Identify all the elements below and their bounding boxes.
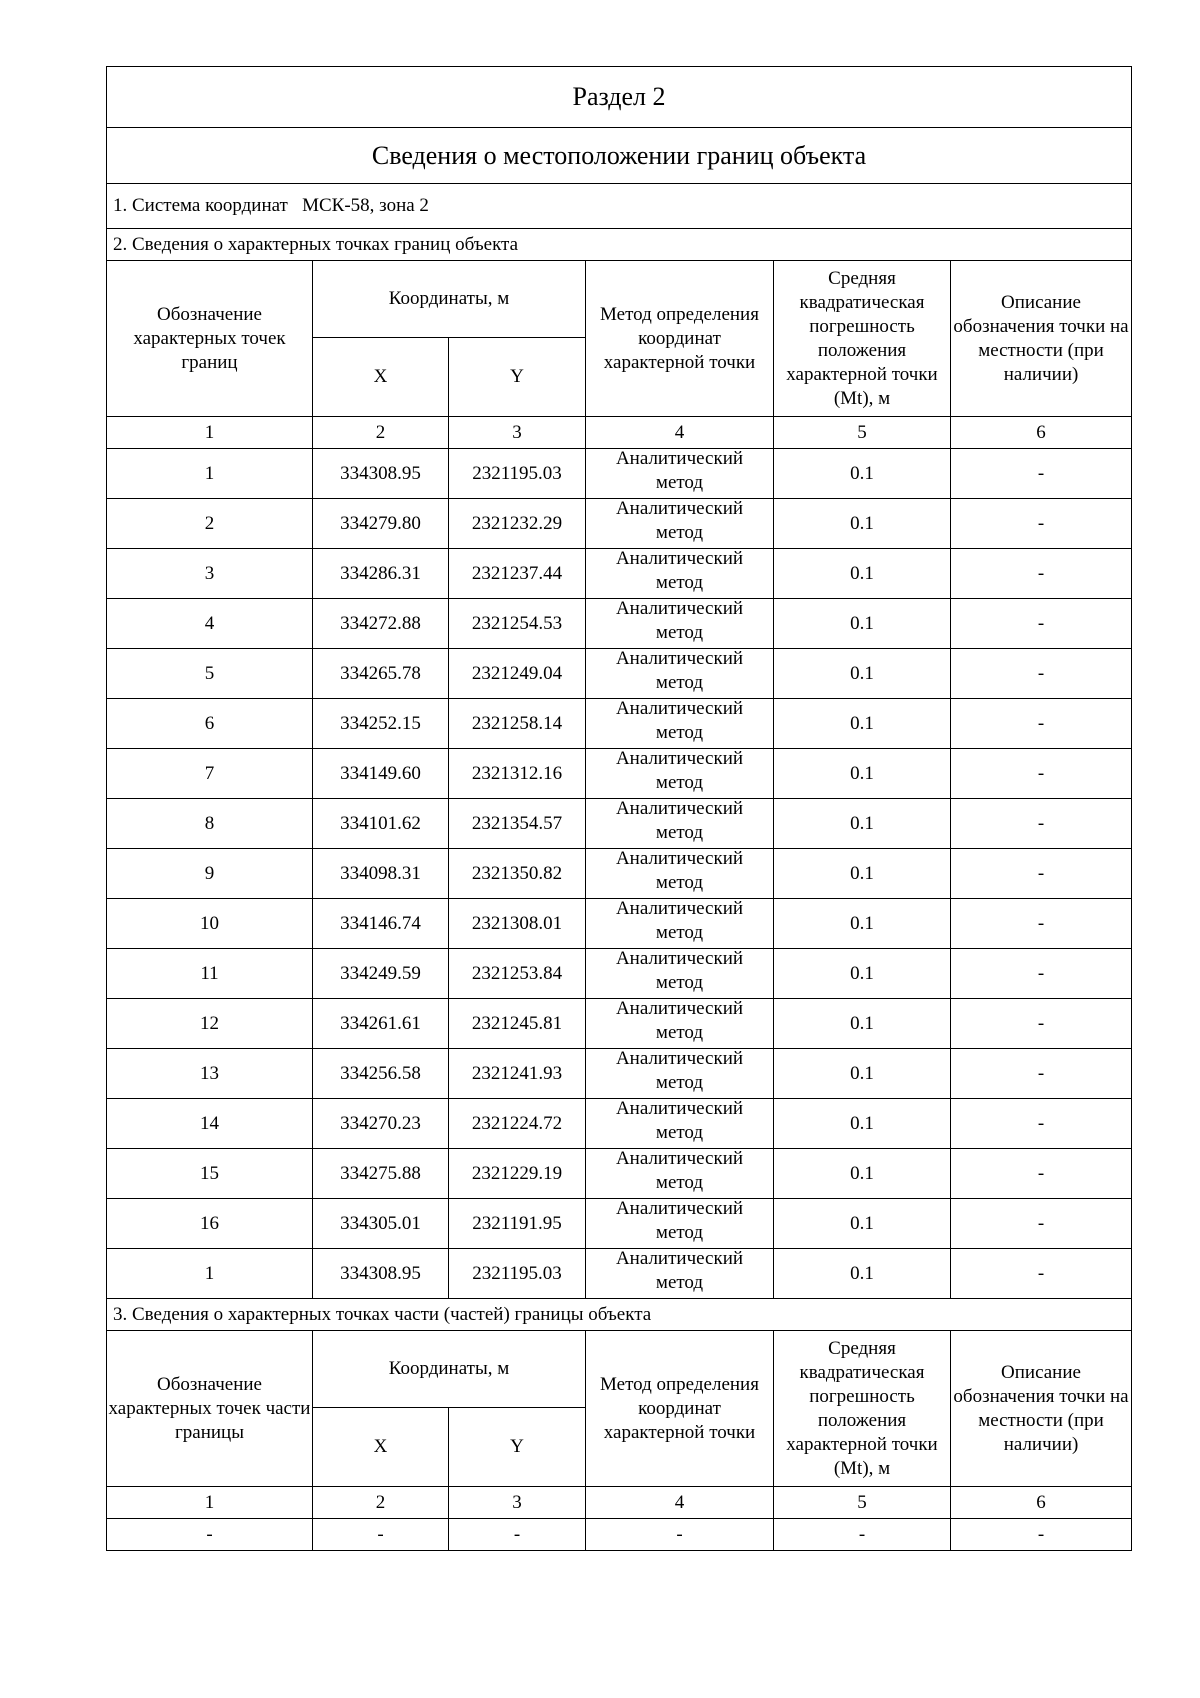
point-method-line1: Аналитический xyxy=(615,698,744,719)
point-error: 0.1 xyxy=(774,1149,951,1199)
point-method-line1: Аналитический xyxy=(615,1248,744,1269)
point-method xyxy=(586,799,774,849)
table-row xyxy=(107,1049,1132,1099)
col-num: 3 xyxy=(449,1487,586,1519)
point-x: 334305.01 xyxy=(313,1199,449,1249)
point-x: 334256.58 xyxy=(313,1049,449,1099)
coord-system-line xyxy=(107,184,1132,229)
point-method-line2: метод xyxy=(655,1171,704,1193)
point-method-line1: Аналитический xyxy=(615,498,744,519)
point-y: 2321241.93 xyxy=(449,1049,586,1099)
header2-description: Описание обозначения точки на местности (при наличии) xyxy=(951,1331,1132,1487)
header-method: Метод определения координат характерной точки xyxy=(586,261,774,417)
point-x: 334149.60 xyxy=(313,749,449,799)
point-method-line1: Аналитический xyxy=(615,648,744,669)
point-method-line2: метод xyxy=(655,721,704,743)
table-row xyxy=(107,999,1132,1049)
point-method xyxy=(586,999,774,1049)
parts-cell: - xyxy=(449,1519,586,1551)
col-num: 1 xyxy=(107,1487,313,1519)
point-y: 2321249.04 xyxy=(449,649,586,699)
point-number: 4 xyxy=(107,599,313,649)
point-error: 0.1 xyxy=(774,949,951,999)
point-error: 0.1 xyxy=(774,449,951,499)
point-description: - xyxy=(951,649,1132,699)
point-description: - xyxy=(951,1199,1132,1249)
point-method-line2: метод xyxy=(655,871,704,893)
point-method xyxy=(586,549,774,599)
header-designation: Обозначение характерных точек границ xyxy=(107,261,313,417)
point-description: - xyxy=(951,499,1132,549)
point-method xyxy=(586,949,774,999)
point-number: 16 xyxy=(107,1199,313,1249)
parts-cell: - xyxy=(774,1519,951,1551)
parts-row xyxy=(107,1519,1132,1551)
point-y: 2321224.72 xyxy=(449,1099,586,1149)
point-number: 8 xyxy=(107,799,313,849)
col-num: 5 xyxy=(774,417,951,449)
header-y: Y xyxy=(449,338,586,417)
point-method xyxy=(586,1149,774,1199)
table-row xyxy=(107,1249,1132,1299)
coord-system-label: 1. Система координат xyxy=(113,195,288,216)
col-num: 6 xyxy=(951,1487,1132,1519)
header2-error: Средняя квадратическая погрешность положения характерной точки (Mt), м xyxy=(774,1331,951,1487)
header-x: X xyxy=(313,338,449,417)
point-y: 2321308.01 xyxy=(449,899,586,949)
point-method-line2: метод xyxy=(655,1021,704,1043)
point-x: 334249.59 xyxy=(313,949,449,999)
column-numbers-row xyxy=(107,417,1132,449)
point-description: - xyxy=(951,699,1132,749)
point-method-line1: Аналитический xyxy=(615,1048,744,1069)
point-y: 2321232.29 xyxy=(449,499,586,549)
point-method-line2: метод xyxy=(655,471,704,493)
point-method-line2: метод xyxy=(655,971,704,993)
parts-cell: - xyxy=(107,1519,313,1551)
parts-cell: - xyxy=(313,1519,449,1551)
point-number: 2 xyxy=(107,499,313,549)
point-method-line2: метод xyxy=(655,571,704,593)
col-num: 4 xyxy=(586,1487,774,1519)
section-subtitle: Сведения о местоположении границ объекта xyxy=(107,128,1132,184)
column-numbers-row-2 xyxy=(107,1487,1132,1519)
point-method xyxy=(586,449,774,499)
parts-cell: - xyxy=(951,1519,1132,1551)
point-method xyxy=(586,1049,774,1099)
point-description: - xyxy=(951,1099,1132,1149)
header2-y: Y xyxy=(449,1408,586,1487)
point-error: 0.1 xyxy=(774,1199,951,1249)
header2-coords: Координаты, м xyxy=(313,1331,586,1408)
point-method-line1: Аналитический xyxy=(615,848,744,869)
point-description: - xyxy=(951,899,1132,949)
point-method-line2: метод xyxy=(655,1271,704,1293)
point-number: 5 xyxy=(107,649,313,699)
point-x: 334275.88 xyxy=(313,1149,449,1199)
point-error: 0.1 xyxy=(774,499,951,549)
point-number: 3 xyxy=(107,549,313,599)
point-method-line2: метод xyxy=(655,1071,704,1093)
point-y: 2321253.84 xyxy=(449,949,586,999)
point-x: 334101.62 xyxy=(313,799,449,849)
point-description: - xyxy=(951,1249,1132,1299)
header2-designation: Обозначение характерных точек части границы xyxy=(107,1331,313,1487)
point-method-line2: метод xyxy=(655,1121,704,1143)
point-method-line1: Аналитический xyxy=(615,598,744,619)
point-x: 334146.74 xyxy=(313,899,449,949)
header-error: Средняя квадратическая погрешность положения характерной точки (Mt), м xyxy=(774,261,951,417)
point-x: 334265.78 xyxy=(313,649,449,699)
point-description: - xyxy=(951,849,1132,899)
table-row xyxy=(107,549,1132,599)
point-description: - xyxy=(951,1049,1132,1099)
point-description: - xyxy=(951,749,1132,799)
point-y: 2321245.81 xyxy=(449,999,586,1049)
col-num: 3 xyxy=(449,417,586,449)
table-row xyxy=(107,649,1132,699)
point-number: 10 xyxy=(107,899,313,949)
point-number: 7 xyxy=(107,749,313,799)
point-y: 2321195.03 xyxy=(449,1249,586,1299)
point-error: 0.1 xyxy=(774,1099,951,1149)
point-number: 15 xyxy=(107,1149,313,1199)
point-description: - xyxy=(951,449,1132,499)
point-y: 2321254.53 xyxy=(449,599,586,649)
point-method-line2: метод xyxy=(655,521,704,543)
point-description: - xyxy=(951,799,1132,849)
point-description: - xyxy=(951,999,1132,1049)
point-method-line1: Аналитический xyxy=(615,948,744,969)
col-num: 1 xyxy=(107,417,313,449)
point-number: 1 xyxy=(107,1249,313,1299)
point-number: 12 xyxy=(107,999,313,1049)
point-method xyxy=(586,499,774,549)
point-x: 334270.23 xyxy=(313,1099,449,1149)
header-description: Описание обозначения точки на местности (при наличии) xyxy=(951,261,1132,417)
point-method-line1: Аналитический xyxy=(615,1198,744,1219)
points-heading: 2. Сведения о характерных точках границ объекта xyxy=(107,229,1132,261)
point-y: 2321312.16 xyxy=(449,749,586,799)
point-method-line2: метод xyxy=(655,771,704,793)
point-x: 334272.88 xyxy=(313,599,449,649)
point-description: - xyxy=(951,599,1132,649)
point-y: 2321229.19 xyxy=(449,1149,586,1199)
point-error: 0.1 xyxy=(774,799,951,849)
point-method xyxy=(586,699,774,749)
coord-system-value: МСК-58, зона 2 xyxy=(302,195,429,216)
point-method-line2: метод xyxy=(655,1221,704,1243)
point-method-line1: Аналитический xyxy=(615,1098,744,1119)
table-row xyxy=(107,749,1132,799)
point-description: - xyxy=(951,1149,1132,1199)
point-method xyxy=(586,749,774,799)
table-row xyxy=(107,799,1132,849)
section-title: Раздел 2 xyxy=(107,67,1132,128)
point-number: 1 xyxy=(107,449,313,499)
point-method-line1: Аналитический xyxy=(615,998,744,1019)
parts-heading: 3. Сведения о характерных точках части (частей) границы объекта xyxy=(107,1299,1132,1331)
point-y: 2321191.95 xyxy=(449,1199,586,1249)
table-row xyxy=(107,1199,1132,1249)
col-num: 2 xyxy=(313,417,449,449)
header2-method: Метод определения координат характерной точки xyxy=(586,1331,774,1487)
point-error: 0.1 xyxy=(774,699,951,749)
point-method-line2: метод xyxy=(655,671,704,693)
point-method-line1: Аналитический xyxy=(615,548,744,569)
col-num: 4 xyxy=(586,417,774,449)
col-num: 6 xyxy=(951,417,1132,449)
point-x: 334308.95 xyxy=(313,1249,449,1299)
point-description: - xyxy=(951,949,1132,999)
point-number: 6 xyxy=(107,699,313,749)
table-row xyxy=(107,949,1132,999)
col-num: 2 xyxy=(313,1487,449,1519)
point-y: 2321350.82 xyxy=(449,849,586,899)
point-method xyxy=(586,649,774,699)
point-error: 0.1 xyxy=(774,599,951,649)
point-x: 334308.95 xyxy=(313,449,449,499)
table-row xyxy=(107,699,1132,749)
point-method xyxy=(586,899,774,949)
point-method xyxy=(586,1099,774,1149)
table-row xyxy=(107,849,1132,899)
point-x: 334261.61 xyxy=(313,999,449,1049)
point-error: 0.1 xyxy=(774,1249,951,1299)
point-number: 11 xyxy=(107,949,313,999)
parts-cell: - xyxy=(586,1519,774,1551)
point-method-line2: метод xyxy=(655,621,704,643)
point-method-line1: Аналитический xyxy=(615,798,744,819)
table-row xyxy=(107,899,1132,949)
point-x: 334098.31 xyxy=(313,849,449,899)
point-x: 334279.80 xyxy=(313,499,449,549)
point-method-line1: Аналитический xyxy=(615,448,744,469)
point-error: 0.1 xyxy=(774,849,951,899)
point-method-line2: метод xyxy=(655,821,704,843)
point-y: 2321354.57 xyxy=(449,799,586,849)
point-y: 2321237.44 xyxy=(449,549,586,599)
point-error: 0.1 xyxy=(774,999,951,1049)
point-method xyxy=(586,1249,774,1299)
point-number: 14 xyxy=(107,1099,313,1149)
header2-x: X xyxy=(313,1408,449,1487)
point-number: 9 xyxy=(107,849,313,899)
point-x: 334286.31 xyxy=(313,549,449,599)
table-row xyxy=(107,499,1132,549)
point-x: 334252.15 xyxy=(313,699,449,749)
table-row xyxy=(107,449,1132,499)
point-error: 0.1 xyxy=(774,749,951,799)
point-error: 0.1 xyxy=(774,899,951,949)
table-row xyxy=(107,1099,1132,1149)
point-method-line1: Аналитический xyxy=(615,1148,744,1169)
point-method xyxy=(586,599,774,649)
point-number: 13 xyxy=(107,1049,313,1099)
point-error: 0.1 xyxy=(774,549,951,599)
point-method xyxy=(586,849,774,899)
point-method-line1: Аналитический xyxy=(615,748,744,769)
col-num: 5 xyxy=(774,1487,951,1519)
table-row xyxy=(107,599,1132,649)
table-row xyxy=(107,1149,1132,1199)
point-description: - xyxy=(951,549,1132,599)
point-error: 0.1 xyxy=(774,649,951,699)
header-coords: Координаты, м xyxy=(313,261,586,338)
point-method-line1: Аналитический xyxy=(615,898,744,919)
point-method-line2: метод xyxy=(655,921,704,943)
boundary-table xyxy=(106,66,1132,1551)
point-y: 2321258.14 xyxy=(449,699,586,749)
point-error: 0.1 xyxy=(774,1049,951,1099)
point-y: 2321195.03 xyxy=(449,449,586,499)
point-method xyxy=(586,1199,774,1249)
